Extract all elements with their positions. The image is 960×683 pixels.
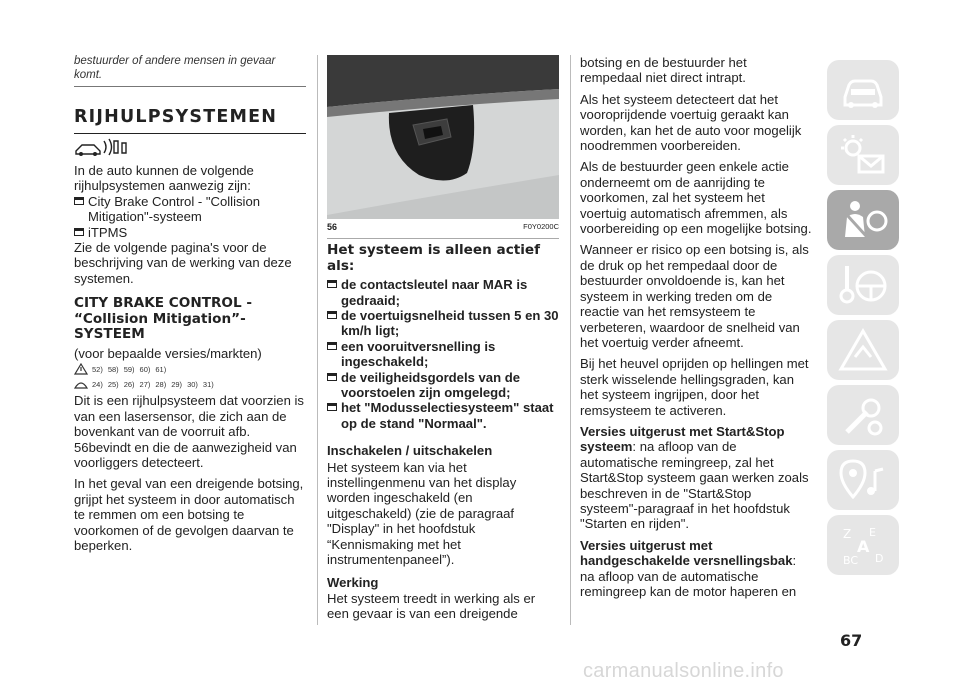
body-paragraph: Het systeem kan via het instellingenmenu van het display worden ingeschakeld (en uitgeschakeld) (zie de paragraaf "Display" in het hoofdstuk “Kennismaking met het instrumentenpaneel”). (327, 459, 517, 568)
wrench-service-icon (837, 392, 889, 438)
column-divider (570, 55, 571, 625)
figure-number: 56 (327, 222, 338, 232)
intro-text: In de auto kunnen de volgende rijhulpsystemen aanwezig zijn: (74, 163, 254, 194)
body-paragraph: Bij het heuvel oprijden op hellingen met sterk wisselende hellingsgraden, kan het systeem ingrijpen, door het remsysteem te activeren. (580, 356, 809, 418)
working-heading: Werking (327, 574, 379, 590)
warning-triangle-icon (837, 327, 889, 373)
list-item: een vooruitversnelling is ingeschakeld; (327, 339, 559, 370)
tab-maintenance[interactable] (827, 385, 899, 445)
tab-index[interactable] (827, 515, 899, 575)
cbc-availability: (voor bepaalde versies/markten) (74, 346, 262, 362)
list-item: iTPMS (74, 225, 306, 240)
body-paragraph: botsing en de bestuurder het rempedaal niet direct intrapt. (580, 55, 747, 86)
body-paragraph: Als het systeem detecteert dat het vooroprijdende voertuig geraakt kan worden, kan het de auto voor mogelijk noodremmen voorbereiden. (580, 91, 802, 154)
column-middle (327, 55, 559, 628)
svg-text:A: A (857, 537, 870, 556)
continued-note: bestuurder of andere mensen in gevaar komt. (74, 55, 306, 87)
svg-text:D: D (875, 552, 884, 565)
warning-hand-icon (74, 363, 88, 375)
figure-caption (327, 219, 559, 239)
windshield-sensor-figure (327, 55, 559, 219)
svg-text:Z: Z (843, 527, 852, 541)
tab-car[interactable] (827, 60, 899, 120)
seatbelt-airbag-icon (837, 197, 889, 243)
watermark-footer: carmanualsonline.info (583, 660, 784, 682)
column-left (74, 55, 306, 560)
see-pages-text: Zie de volgende pagina's voor de beschrijving van de werking van deze systemen. (74, 240, 292, 286)
list-item: City Brake Control - "Collision Mitigation"-systeem (74, 194, 306, 225)
section-title: RIJHULPSYSTEMEN (74, 107, 306, 134)
svg-text:BC: BC (843, 554, 859, 567)
list-item: de veiligheidsgordels van de voorstoelen zijn omgelegd; (327, 370, 559, 401)
warning-lights-icon (837, 132, 889, 178)
list-item: de contactsleutel naar MAR is gedraaid; (327, 277, 559, 308)
warning-refs: 52) 58) 59) 60) 61) (74, 363, 306, 375)
tab-multimedia[interactable] (827, 450, 899, 510)
body-paragraph: Het systeem treedt in werking als er een gevaar is van een dreigende (327, 590, 536, 622)
tab-starting-driving[interactable] (827, 255, 899, 315)
tab-safety[interactable] (827, 190, 899, 250)
body-paragraph: Versies uitgerust met Start&Stop systeem: na afloop van de automatische remingreep, zal het Start&Stop systeem gaan werken zoals beschreven in de "Start&Stop systeem"-paragraaf in het hoofdstuk "Starten en rijden". (580, 423, 809, 532)
active-conditions-heading: Het systeem is alleen actief als: (327, 242, 541, 274)
key-steering-wheel-icon (837, 262, 889, 308)
caution-icon (74, 378, 88, 390)
body-paragraph: Versies uitgerust met handgeschakelde versnellingsbak: na afloop van de automatische remingreep kan de motor haperen en (580, 537, 797, 599)
chapter-tabs (827, 60, 899, 580)
cbc-heading: CITY BRAKE CONTROL - “Collision Mitigation”- SYSTEEM (74, 295, 253, 343)
body-paragraph: Als de bestuurder geen enkele actie onderneemt om de aanrijding te voorkomen, zal het systeem het voertuig automatisch afremmen, als voorbereiding op een mogelijke botsing. (580, 159, 812, 237)
tab-emergency[interactable] (827, 320, 899, 380)
navigation-music-icon (837, 457, 889, 503)
switch-heading: Inschakelen / uitschakelen (327, 443, 493, 459)
page-number: 67 (840, 631, 863, 650)
column-divider (317, 55, 318, 625)
body-paragraph: Wanneer er risico op een botsing is, als de druk op het rempedaal door de bestuurder onvoldoende is, kan het systeem in werking treden om de reactie van het remsysteem te verbeteren, waardoor de snelheid van het voertuig verder afneemt. (580, 242, 809, 350)
sensor-system-icon (74, 137, 306, 162)
list-item: de voertuigsnelheid tussen 5 en 30 km/h ligt; (327, 308, 559, 339)
list-item: het "Modusselectiesysteem" staat op de stand "Normaal". (327, 400, 559, 431)
figure-code: F0Y0200C (523, 222, 559, 231)
column-right (580, 55, 812, 605)
alphabetical-index-icon (837, 522, 889, 568)
car-icon (837, 67, 889, 113)
caution-refs: 24) 25) 26) 27) 28) 29) 30) 31) (74, 378, 306, 390)
body-paragraph: In het geval van een dreigende botsing, grijpt het systeem in door automatisch te remmen om een botsing te voorkomen of de gevolgen daarvan te beperken. (74, 476, 304, 554)
tab-warning-lights[interactable] (827, 125, 899, 185)
body-paragraph: Dit is een rijhulpsysteem dat voorzien is van een lasersensor, die zich aan de bovenkant van de voorruit afb. 56bevindt en die de aanwezigheid van voorliggers detecteert. (74, 393, 304, 471)
svg-text:E: E (869, 526, 876, 539)
